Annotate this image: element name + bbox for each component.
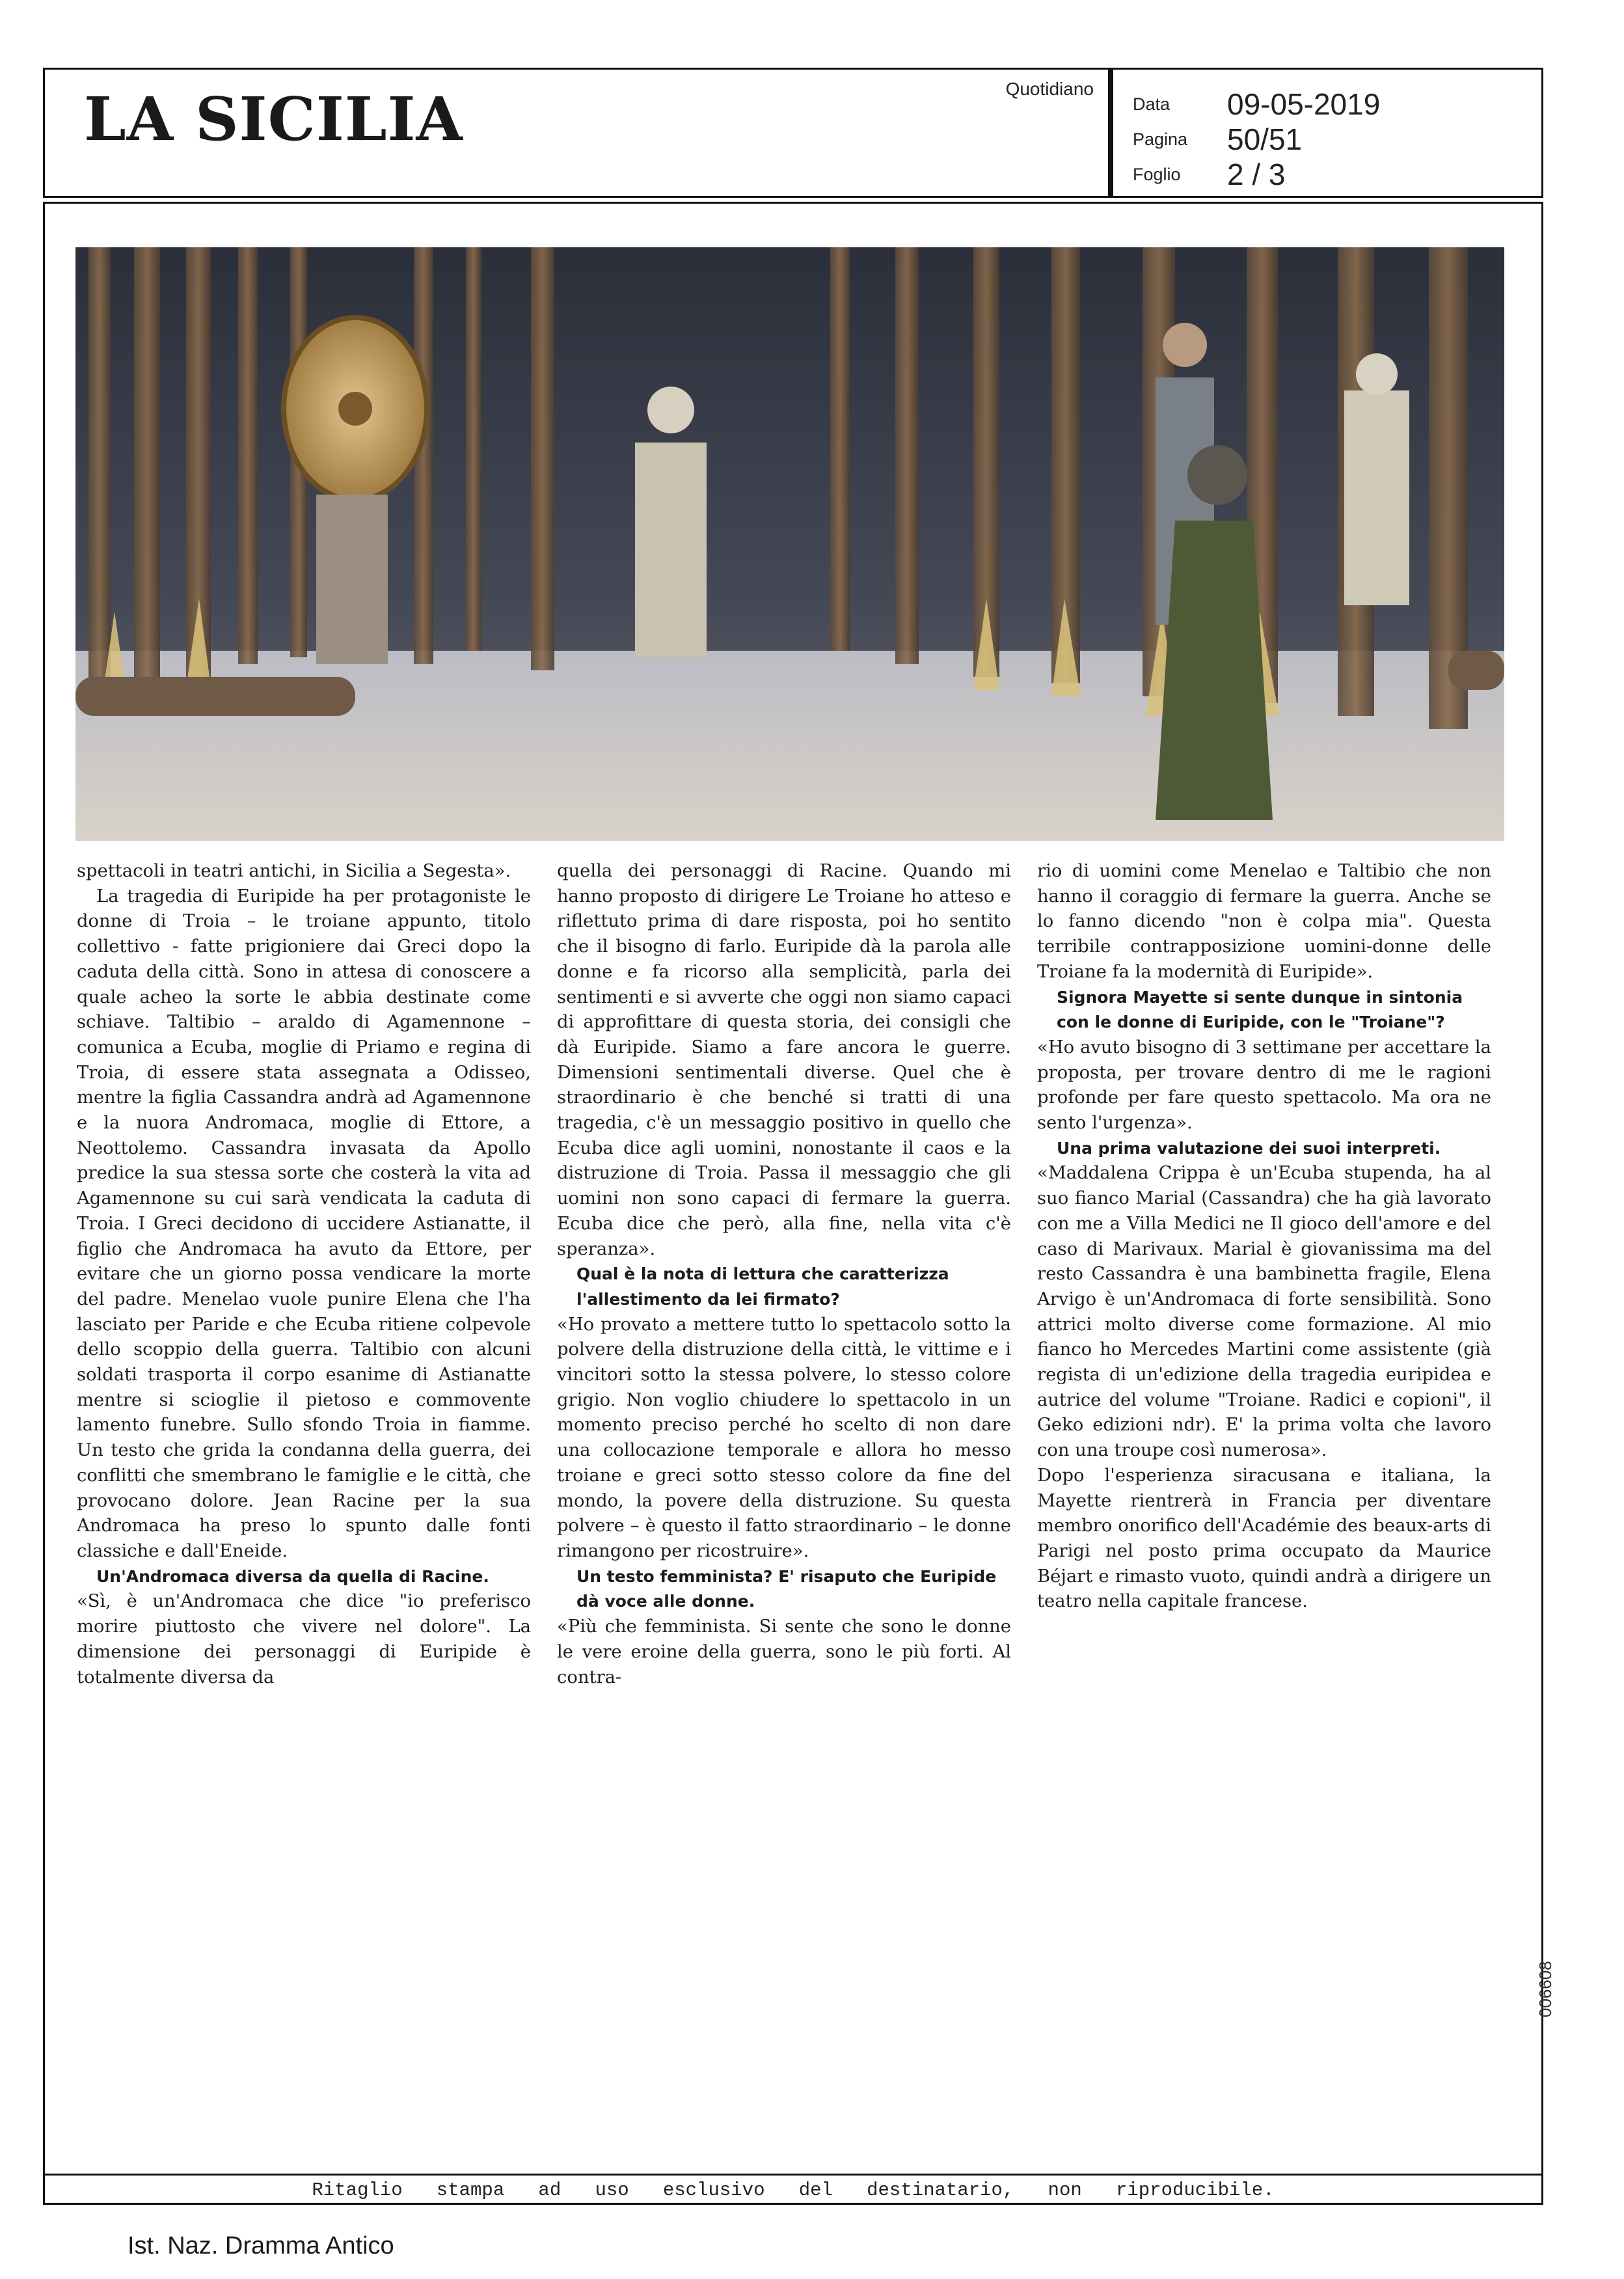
col1-paragraph-1: spettacoli in teatri antichi, in Sicilia a Segesta». bbox=[77, 861, 511, 881]
meta-date-value: 09-05-2019 bbox=[1227, 87, 1381, 121]
masthead-title: LA SICILIA bbox=[84, 84, 463, 154]
col2-paragraph-2: «Ho provato a mettere tutto lo spettacolo sotto la polvere della distruzione della città, le vittime e i vincitori sotto la stessa polvere, lo stesso colore grigio. Non voglio chiudere lo spettacolo in un momento preciso perché ho scelto di non dare una collocazione temporale e allora ho messo troiane e greci sotto stesso colore da fine del mondo, la povere della distruzione. Su questa polvere – è questo il fatto straordinario – le donne rimangono per ricostruire». bbox=[557, 1314, 1011, 1561]
article-column-2 bbox=[557, 859, 1011, 1690]
footer-notice-text: Ritaglio stampa ad uso esclusivo del destinatario, non riproducibile. bbox=[312, 2179, 1275, 2201]
footer-notice bbox=[43, 2174, 1543, 2205]
header-masthead-box bbox=[43, 68, 1110, 198]
meta-page-label: Pagina bbox=[1133, 130, 1188, 149]
meta-date-label: Data bbox=[1133, 94, 1171, 114]
col2-paragraph-1: quella dei personaggi di Racine. Quando mi hanno proposto di dirigere Le Troiane ho atteso e riflettuto prima di dare risposta, poi ho sentito che il bisogno di farlo. Euripide dà la parola alle donne e fa ricorso alla semplicità, parla dei sentimenti e si avverte che oggi non siamo capaci di approfittare di questa storia, dei consigli che dà Euripide. Siamo a fare ancora le guerre. Dimensioni sentimentali diverse. Quel che è straordinario è che benché si tratti di una tragedia, c'è un messaggio positivo in quello che Ecuba dice agli uomini, nonostante il caos e la distruzione di Troia. Passa il messaggio che gli uomini non sono capaci di fermare la guerra. Ecuba dice che però, alla fine, nella vita c'è speranza». bbox=[557, 861, 1011, 1259]
col3-paragraph-2: «Ho avuto bisogno di 3 settimane per accettare la proposta, per trovare dentro di me le ragioni profonde per fare questo spettacolo. Ma ora ne sento l'urgenza». bbox=[1037, 1037, 1491, 1134]
article-body bbox=[77, 859, 1508, 1687]
col2-question-1: Qual è la nota di lettura che caratterizza l'allestimento da lei firmato? bbox=[576, 1264, 949, 1309]
col1-question-1: Un'Andromaca diversa da quella di Racine. bbox=[96, 1566, 489, 1586]
article-column-3 bbox=[1037, 859, 1491, 1615]
meta-page-value: 50/51 bbox=[1227, 122, 1303, 156]
col1-paragraph-2: La tragedia di Euripide ha per protagoniste le donne di Troia – le troiane appunto, titolo collettivo - fatte prigioniere dai Greci dopo la caduta della città. Sono in attesa di conoscere a quale acheo la sorte le abbia destinate come schiave. Taltibio – araldo di Agamennone – comunica a Ecuba, moglie di Priamo e regina di Troia, di essere stata assegnata a Odisseo, mentre la figlia Cassandra andrà ad Agamennone e la nuora Andromaca, moglie di Ettore, a Neottolemo. Cassandra invasata da Apollo predice la sua stessa sorte che costerà la vita ad Agamennone su cui sarà vendicata la caduta di Troia. I Greci decidono di uccidere Astianatte, il figlio che Andromaca ha avuto da Ettore, per evitare che un giorno possa vendicare la morte del padre. Menelao vuole punire Elena che l'ha lasciato per Paride e che Ecuba ritiene colpevole dello scoppio della guerra. Taltibio con alcuni soldati trasporta il corpo esanime di Astianatte mentre si scioglie il pietoso e commovente lamento funebre. Sullo sfondo Troia in fiamme. Un testo che grida la condanna della guerra, dei conflitti che smembrano le famiglie e le città, che provocano dolore. Jean Racine per la sua Andromaca ha preso lo spunto dalle fonti classiche e dall'Eneide. bbox=[77, 886, 531, 1561]
meta-sheet-label: Foglio bbox=[1133, 165, 1181, 184]
stage-photo-illustration bbox=[75, 247, 1504, 841]
col3-question-1: Signora Mayette si sente dunque in sintonia con le donne di Euripide, con le "Troiane"? bbox=[1057, 987, 1463, 1032]
col3-paragraph-1: rio di uomini come Menelao e Taltibio che non hanno il coraggio di fermare la guerra. Anche se lo fanno dicendo "non è colpa mia". Questa terribile contrapposizione uomini-donne delle Troiane fa la modernità di Euripide». bbox=[1037, 861, 1491, 982]
article-column-1 bbox=[77, 859, 531, 1690]
meta-sheet-value: 2 / 3 bbox=[1227, 157, 1286, 191]
side-reference-code: 006608 bbox=[1536, 1961, 1555, 2017]
col3-paragraph-4: Dopo l'esperienza siracusana e italiana, la Mayette rientrerà in Francia per diventare membro onorifico dell'Académie des beaux-arts di Parigi nel posto prima occupato da Maurice Béjart e rimasto vuoto, quindi andrà a dirigere un teatro nella capitale francese. bbox=[1037, 1465, 1491, 1612]
stage-photo bbox=[75, 247, 1504, 841]
source-label: Ist. Naz. Dramma Antico bbox=[128, 2232, 394, 2259]
publication-type: Quotidiano bbox=[1005, 79, 1094, 99]
col2-paragraph-3: «Più che femminista. Si sente che sono le donne le vere eroine della guerra, sono le più forti. Al contra- bbox=[557, 1617, 1011, 1687]
col3-question-2: Una prima valutazione dei suoi interpreti. bbox=[1057, 1138, 1441, 1158]
col1-paragraph-3: «Sì, è un'Andromaca che dice "io preferisco morire piuttosto che vivere nel dolore". La dimensione dei personaggi di Euripide è totalmente diversa da bbox=[77, 1591, 531, 1687]
col2-question-2: Un testo femminista? E' risaputo che Euripide dà voce alle donne. bbox=[576, 1566, 997, 1611]
header-meta-box bbox=[1111, 68, 1543, 198]
col3-paragraph-3: «Maddalena Crippa è un'Ecuba stupenda, ha al suo fianco Marial (Cassandra) che ha già lavorato con me a Villa Medici ne Il gioco dell'amore e del caso di Marivaux. Marial è giovanissima ma del resto Cassandra è una bambinetta fragile, Elena Arvigo è un'Andromaca di forte sensibilità. Sono attrici molto diverse come formazione. Al mio fianco ho Mercedes Martini come assistente (già regista di un'edizione della tragedia euripidea e autrice del volume "Troiane. Radici e copioni", il Geko edizioni ndr). E' la prima volta che lavoro con una troupe così numerosa». bbox=[1037, 1163, 1491, 1461]
